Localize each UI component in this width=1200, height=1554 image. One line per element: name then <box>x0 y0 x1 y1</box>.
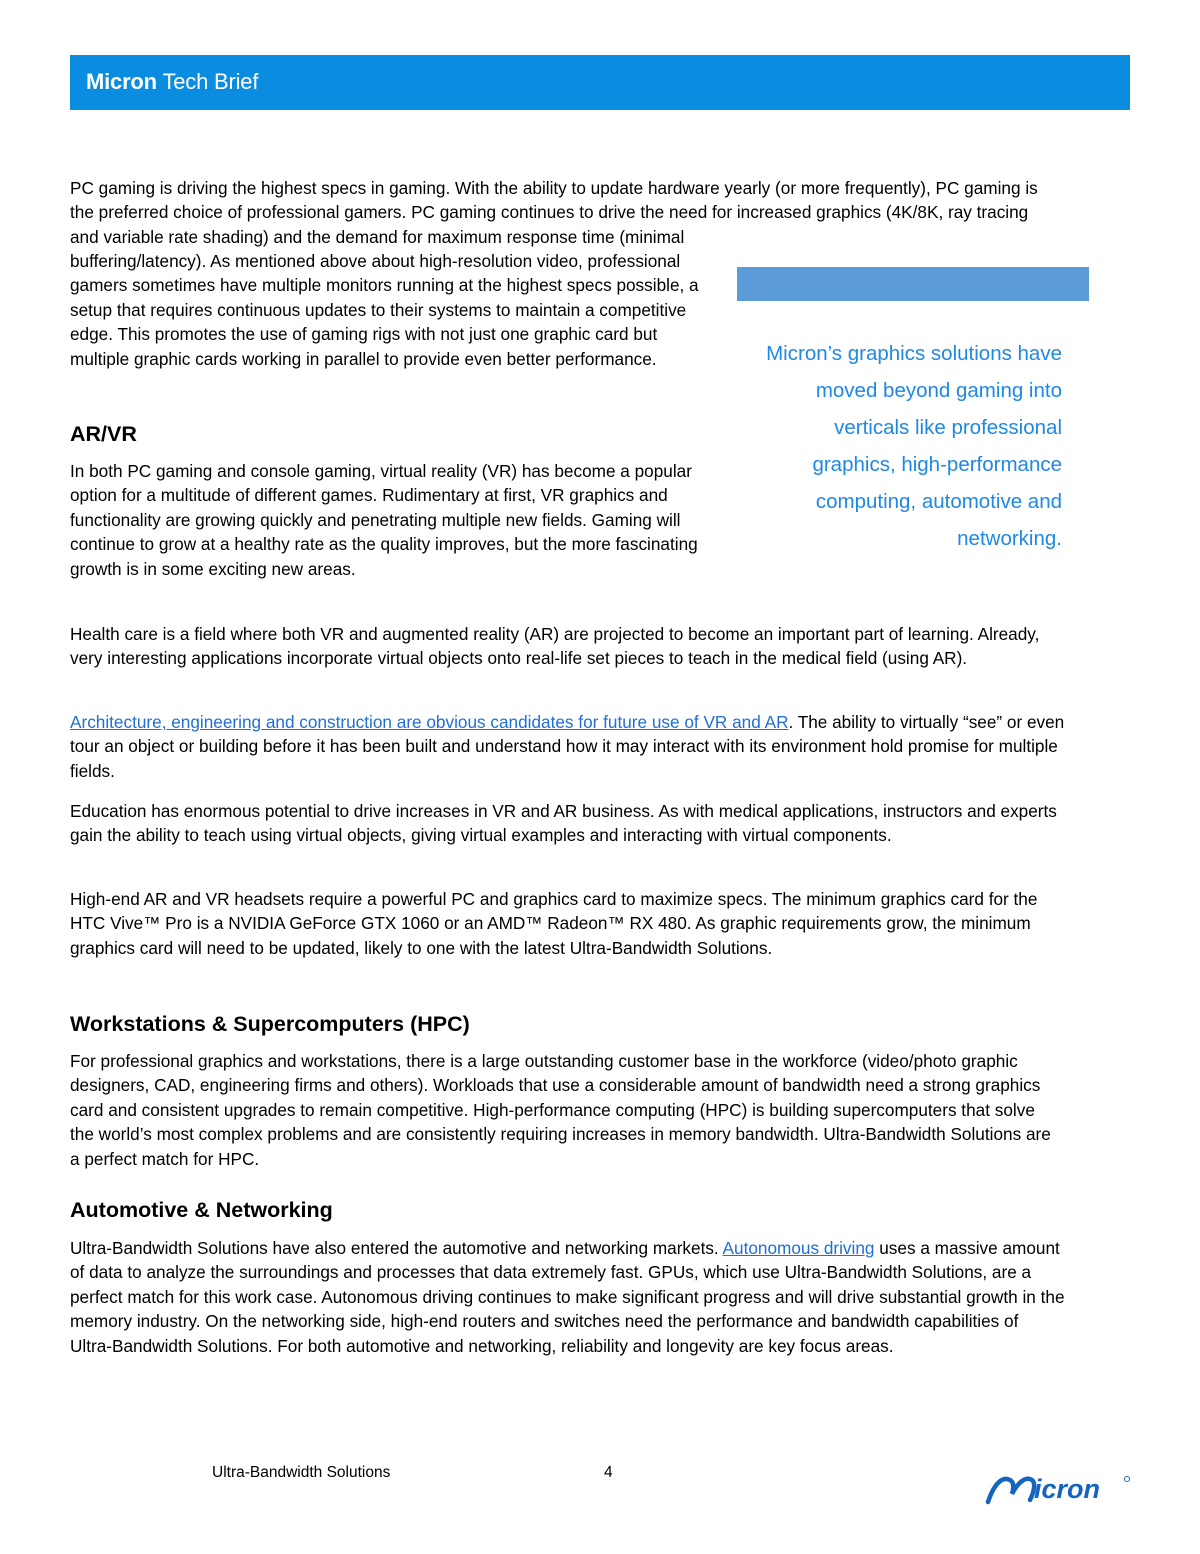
micron-logo <box>984 1470 1132 1506</box>
automotive-text-before: Ultra-Bandwidth Solutions have also entered the automotive and networking markets. <box>70 1238 723 1258</box>
header-brand: Micron <box>86 69 157 94</box>
arvr-paragraph-4: Education has enormous potential to drive increases in VR and AR business. As with medical applications, instructors and experts gain the ability to teach using virtual objects, giving virtual examples and interacting with virtual components. <box>70 801 1057 846</box>
arvr-paragraph-2: Health care is a field where both VR and augmented reality (AR) are projected to become an important part of learning. Already, very interesting applications incorporate virtual objects onto real-life set pieces to teach in the medical field (using AR). <box>70 624 1040 669</box>
intro-paragraph: buffering/latency). As mentioned above about high-resolution video, professional gamers sometimes have multiple monitors running at the highest specs possible, a setup that requires continuous updates to their systems to maintain a competitive edge. This promotes the use of gaming rigs with not just one graphic card but multiple graphic cards working in parallel to provide even better performance. <box>70 251 699 369</box>
registered-mark-icon <box>1124 1476 1129 1481</box>
header-title <box>86 68 258 96</box>
aec-vr-ar-link[interactable]: Architecture, engineering and construction are obvious candidates for future use of VR and AR <box>70 712 789 732</box>
header-banner <box>70 55 1130 110</box>
page-number: 4 <box>604 1464 613 1481</box>
arvr-paragraph-1: In both PC gaming and console gaming, virtual reality (VR) has become a popular option for a multitude of different games. Rudimentary at first, VR graphics and functionality are growing quickly and penetrating multiple new fields. Gaming will continue to grow at a healthy rate as the quality improves, but the more fascinating growth is in some exciting new areas. <box>70 461 698 579</box>
footer-title: Ultra-Bandwidth Solutions <box>212 1464 391 1481</box>
pull-quote: Micron’s graphics solutions have moved beyond gaming into verticals like professional graphics, high-performance computing, automotive and networking. <box>766 342 1062 550</box>
logo-wordmark: icron <box>1034 1474 1101 1504</box>
arvr-paragraph-3 <box>70 710 1065 783</box>
section-heading-arvr: AR/VR <box>70 422 137 446</box>
sidebar-accent-bar <box>737 267 1089 301</box>
hpc-paragraph: For professional graphics and workstations, there is a large outstanding customer base in the workforce (video/photo graphic designers, CAD, engineering firms and others). Workloads that use a considerable amount of bandwidth need a strong graphics card and consistent upgrades to remain competitive. High-performance computing (HPC) is building supercomputers that solve the world’s most complex problems and are consistently requiring increases in memory bandwidth. Ultra-Bandwidth Solutions are a perfect match for HPC. <box>70 1051 1051 1169</box>
arvr-paragraph-3-text: . The ability to virtually “see” or even tour an object or building before it has been built and understand how it may interact with its environment hold promise for multiple fields. <box>70 712 1065 781</box>
arvr-paragraph-5: High-end AR and VR headsets require a powerful PC and graphics card to maximize specs. The minimum graphics card for the HTC Vive™ Pro is a NVIDIA GeForce GTX 1060 or an AMD™ Radeon™ RX 480. As graphic requirements grow, the minimum graphics card will need to be updated, likely to one with the latest Ultra-Bandwidth Solutions. <box>70 889 1038 958</box>
automotive-text-after: uses a massive amount of data to analyze the surroundings and processes that data extremely fast. GPUs, which use Ultra-Bandwidth Solutions, are a perfect match for this work case. Autonomous driving continues to make significant progress and will drive substantial growth in the memory industry. On the networking side, high-end routers and switches need the performance and bandwidth capabilities of Ultra-Bandwidth Solutions. For both automotive and networking, reliability and longevity are key focus areas. <box>70 1238 1065 1356</box>
section-heading-automotive: Automotive & Networking <box>70 1198 333 1222</box>
autonomous-driving-link[interactable]: Autonomous driving <box>722 1238 875 1258</box>
header-subtitle: Tech Brief <box>162 69 259 94</box>
section-heading-hpc: Workstations & Supercomputers (HPC) <box>70 1012 470 1036</box>
logo-m-mark <box>988 1479 1034 1502</box>
automotive-paragraph <box>70 1236 1065 1358</box>
intro-paragraph-top: PC gaming is driving the highest specs in gaming. With the ability to update hardware yearly (or more frequently), PC gaming is the preferred choice of professional gamers. PC gaming continues to drive the need for increased graphics (4K/8K, ray tracing and variable rate shading) and the demand for maximum response time (minimal <box>70 178 1038 247</box>
